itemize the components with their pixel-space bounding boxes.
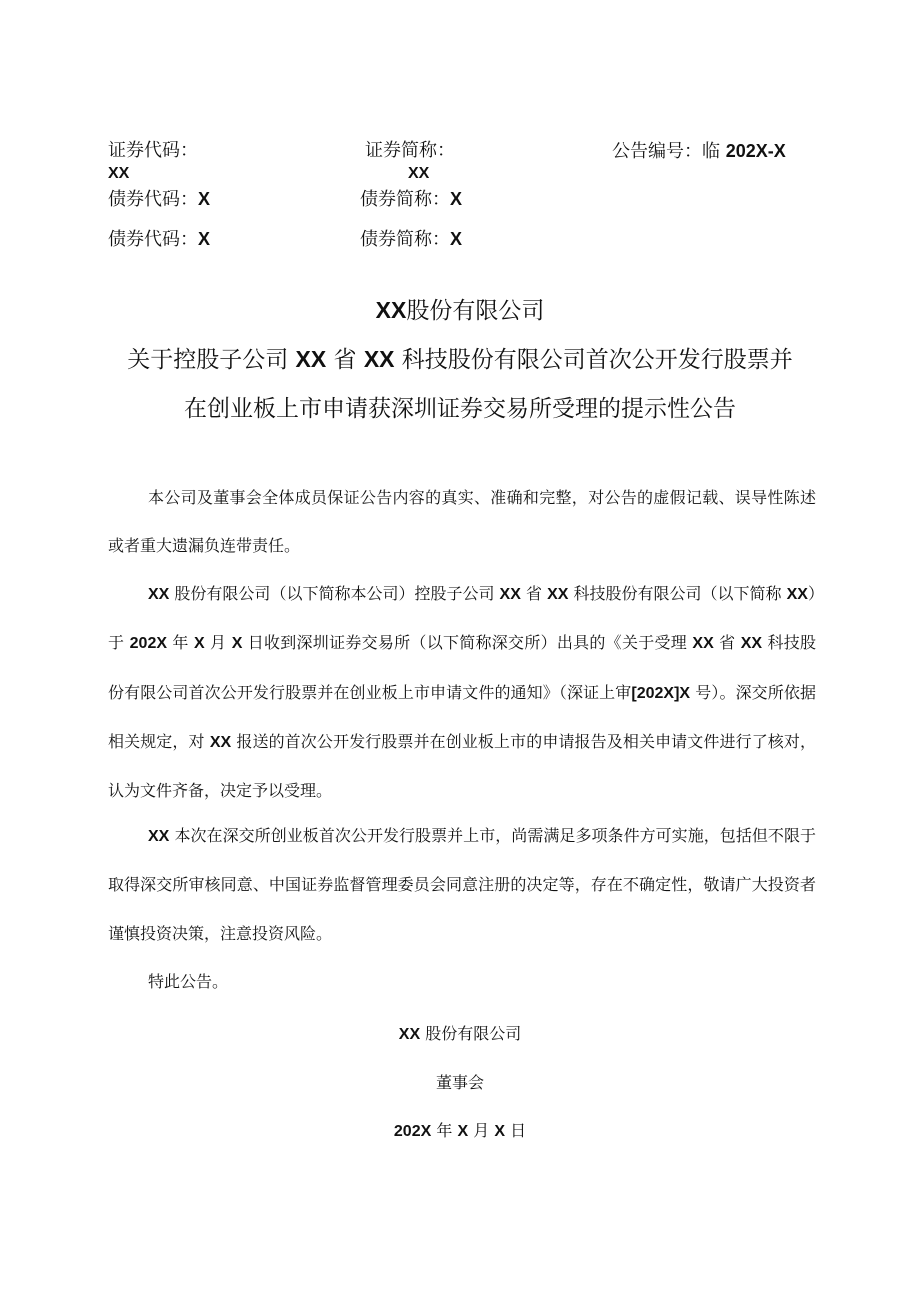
notice-number bbox=[612, 140, 786, 163]
text: 年 bbox=[167, 633, 195, 653]
notice-number-value: 202X-X bbox=[725, 141, 786, 161]
paragraph-main bbox=[108, 570, 816, 815]
text: 报送的首次公开发行股票并在创业板上市的申请报告及相关申请文件进行了核对，认为文件齐备，决定予以受理。 bbox=[108, 731, 817, 801]
text: 省 bbox=[713, 633, 741, 653]
title-text: 科技股份有限公司首次公开发行股票并 bbox=[394, 347, 793, 373]
text: 省 bbox=[520, 584, 548, 603]
bond-code-label: 债券代码： bbox=[108, 229, 198, 250]
stock-name-value: XX bbox=[408, 165, 430, 182]
bond-name-label: 债券简称： bbox=[360, 229, 450, 250]
paragraph-closing: 特此公告。 bbox=[148, 972, 229, 991]
bold-code: XX bbox=[547, 586, 569, 603]
text: 本次在深交所创业板首次公开发行股票并上市，尚需满足多项条件方可实施，包括但不限于取得深交所审核同意、中国证券监督管理委员会同意注册的决定等，存在不确定性，敬请广大投资者谨慎投资决策，注意投资风险。 bbox=[108, 826, 816, 943]
paragraph-risk bbox=[108, 812, 816, 958]
signature-company bbox=[0, 1022, 920, 1047]
title-code: XX bbox=[295, 346, 327, 372]
text: 日 bbox=[505, 1121, 527, 1140]
bond-code-row-2 bbox=[108, 228, 210, 251]
text: 股份有限公司（以下简称本公司）控股子公司 bbox=[169, 584, 500, 603]
bold-code: 202X bbox=[393, 1123, 432, 1140]
bold-code: XX bbox=[692, 635, 714, 653]
bond-name-row-2 bbox=[360, 228, 462, 251]
title-text: 省 bbox=[326, 347, 364, 373]
bold-code: XX bbox=[148, 586, 170, 603]
bold-code: XX bbox=[740, 635, 763, 653]
text: 科技股份有限公司首次公开发行股票并在创业板上市申请文件的通知》（深证上审 bbox=[108, 633, 816, 702]
text: 月 bbox=[204, 633, 232, 653]
bold-code: X bbox=[194, 635, 205, 653]
text: 年 bbox=[431, 1121, 458, 1140]
title-code: XX bbox=[363, 346, 395, 372]
title-company-code: XX bbox=[375, 297, 407, 323]
bold-code: X bbox=[457, 1123, 469, 1140]
stock-code-value: XX bbox=[108, 165, 130, 182]
bold-code: XX bbox=[148, 828, 170, 845]
bond-code-value: X bbox=[198, 189, 211, 209]
title-line-2 bbox=[0, 341, 920, 374]
bond-name-value: X bbox=[450, 189, 463, 209]
bond-code-row-1 bbox=[108, 188, 210, 211]
signature-board: 董事会 bbox=[435, 1073, 484, 1092]
text: 日收到深圳证券交易所（以下简称深交所）出具的《关于受理 bbox=[242, 633, 693, 653]
bold-code: XX bbox=[786, 586, 808, 603]
bold-code: X bbox=[231, 635, 243, 653]
signature-date bbox=[0, 1119, 920, 1144]
bold-code: X bbox=[494, 1123, 505, 1140]
notice-number-label: 公告编号：临 bbox=[612, 141, 726, 162]
text: 号）。深交所依据相关规定，对 bbox=[108, 682, 816, 751]
bold-code: XX bbox=[398, 1026, 421, 1043]
paragraph-declaration: 本公司及董事会全体成员保证公告内容的真实、准确和完整，对公告的虚假记载、误导性陈述或者重大遗漏负连带责任。 bbox=[108, 488, 816, 556]
text: 股份有限公司 bbox=[420, 1024, 522, 1043]
text: ）于 bbox=[108, 584, 816, 653]
text: 科技股份有限公司（以下简称 bbox=[568, 584, 787, 603]
bond-name-value: X bbox=[450, 229, 463, 249]
text: 月 bbox=[468, 1121, 495, 1140]
stock-code-label: 证券代码： bbox=[108, 140, 198, 161]
bold-code: 202X bbox=[129, 635, 168, 653]
bond-code-label: 债券代码： bbox=[108, 189, 198, 210]
bold-code: XX bbox=[209, 733, 232, 751]
bond-name-row-1 bbox=[360, 188, 462, 211]
stock-name-label: 证券简称： bbox=[365, 140, 455, 161]
title-company bbox=[0, 292, 920, 325]
title-company-text: 股份有限公司 bbox=[406, 298, 545, 324]
title-line-3: 在创业板上市申请获深圳证券交易所受理的提示性公告 bbox=[184, 396, 736, 422]
title-text: 关于控股子公司 bbox=[127, 347, 296, 373]
bond-name-label: 债券简称： bbox=[360, 189, 450, 210]
bold-code: XX bbox=[499, 586, 521, 603]
bold-code: [202X]X bbox=[631, 684, 691, 702]
bond-code-value: X bbox=[198, 229, 211, 249]
